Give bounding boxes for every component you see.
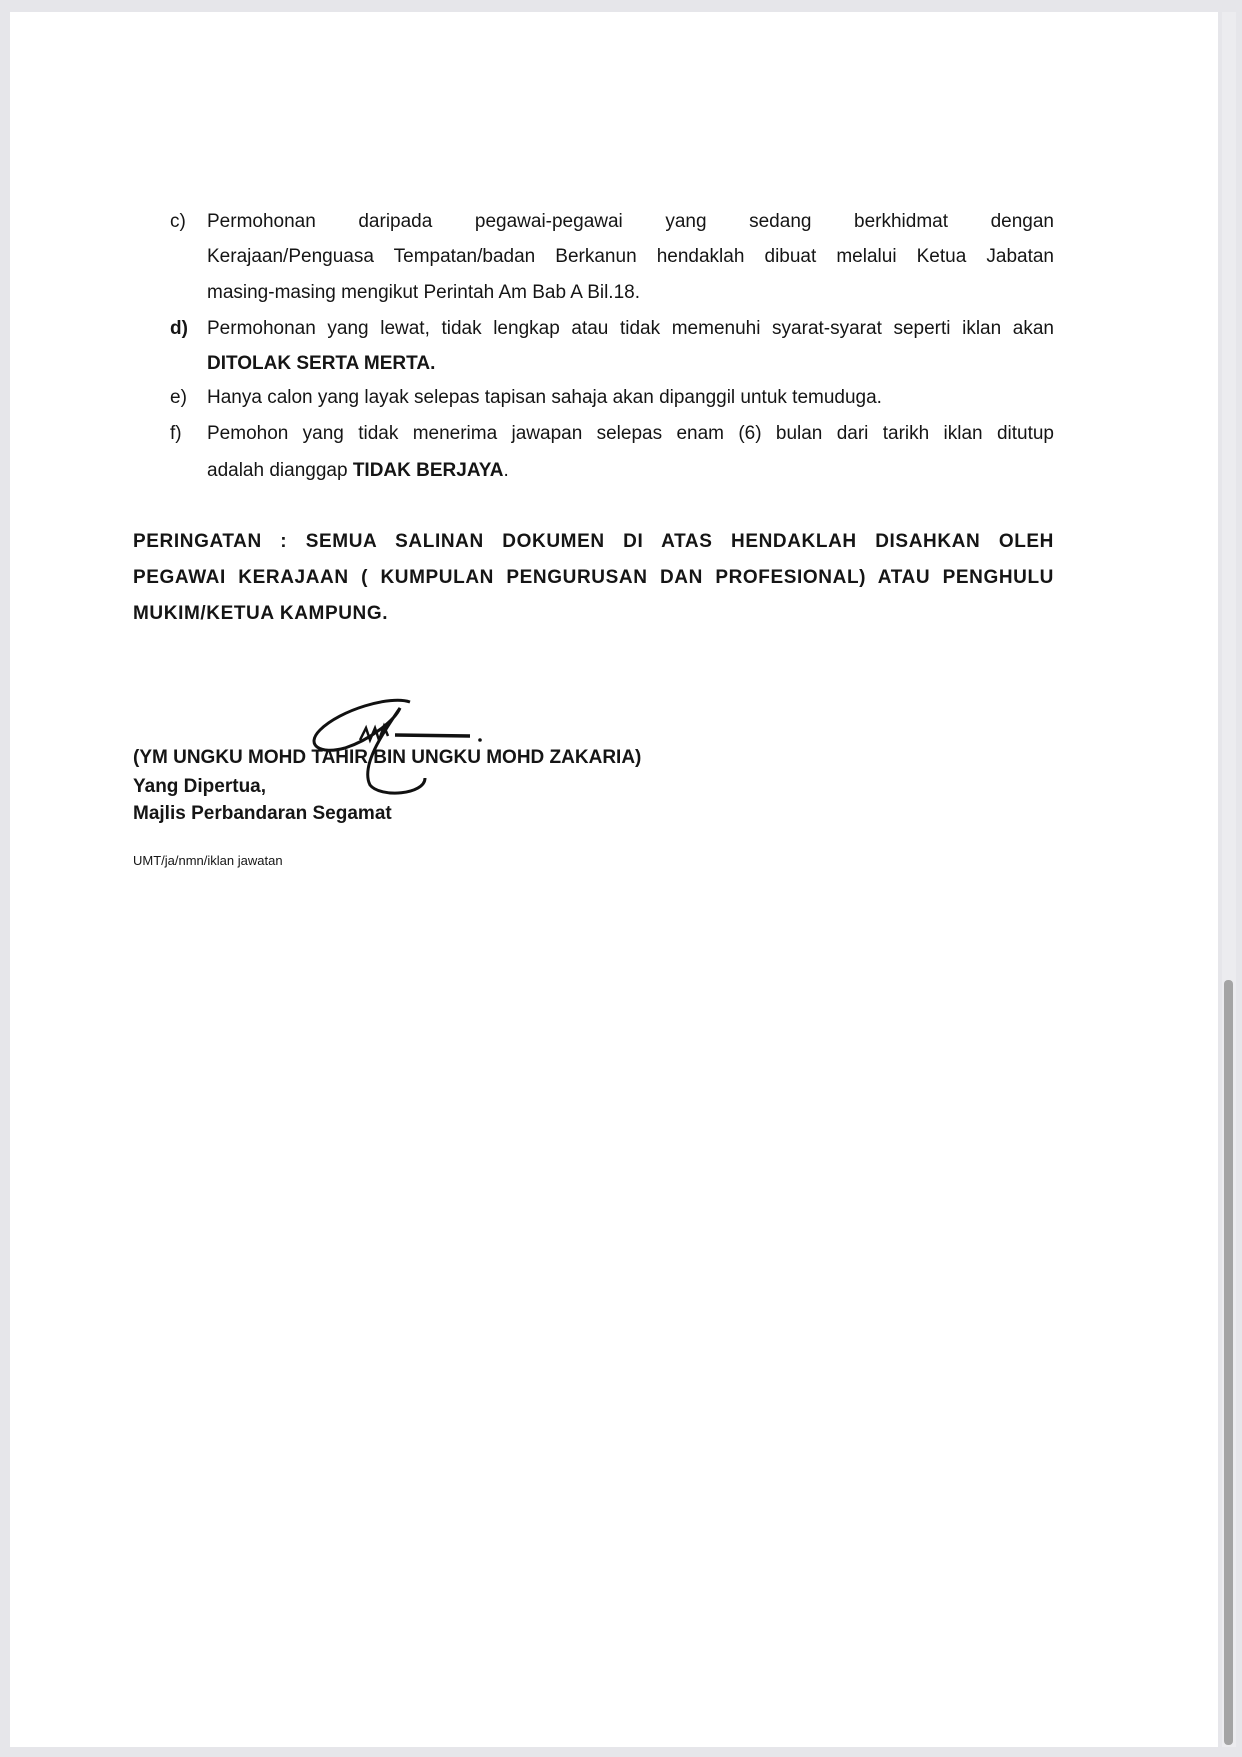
item-c-line1: Permohonan daripada pegawai-pegawai yang sedang berkhidmat dengan xyxy=(207,211,1054,232)
item-f-line2 xyxy=(207,453,1054,489)
item-f-bold: TIDAK BERJAYA xyxy=(352,460,504,481)
warning-line1: PERINGATAN : SEMUA SALINAN DOKUMEN DI ATAS HENDAKLAH DISAHKAN OLEH xyxy=(133,531,1054,552)
item-f-period: . xyxy=(503,460,509,481)
signatory-name: (YM UNGKU MOHD TAHIR BIN UNGKU MOHD ZAKARIA) xyxy=(133,747,642,768)
signatory-title: Yang Dipertua, xyxy=(133,776,267,797)
item-d-line2: DITOLAK SERTA MERTA. xyxy=(207,353,436,374)
item-f-text: adalah dianggap xyxy=(207,460,348,481)
reference-code: UMT/ja/nmn/iklan jawatan xyxy=(133,853,283,868)
signatory-organization: Majlis Perbandaran Segamat xyxy=(133,803,392,824)
item-f-line1: Pemohon yang tidak menerima jawapan selepas enam (6) bulan dari tarikh iklan ditutup xyxy=(207,423,1054,444)
item-e-line1: Hanya calon yang layak selepas tapisan sahaja akan dipanggil untuk temuduga. xyxy=(207,387,882,408)
scrollbar-thumb[interactable] xyxy=(1224,980,1233,1745)
warning-line3: MUKIM/KETUA KAMPUNG. xyxy=(133,603,389,624)
warning-line2: PEGAWAI KERAJAAN ( KUMPULAN PENGURUSAN DAN PROFESIONAL) ATAU PENGHULU xyxy=(133,567,1054,588)
item-e-label: e) xyxy=(170,387,187,408)
item-c-line2: Kerajaan/Penguasa Tempatan/badan Berkanun hendaklah dibuat melalui Ketua Jabatan xyxy=(207,246,1054,267)
item-d-line1: Permohonan yang lewat, tidak lengkap atau tidak memenuhi syarat-syarat seperti iklan akan xyxy=(207,318,1054,339)
item-f-label: f) xyxy=(170,423,182,444)
item-c-label: c) xyxy=(170,211,186,232)
item-c-line3: masing-masing mengikut Perintah Am Bab A Bil.18. xyxy=(207,282,641,303)
item-d-label: d) xyxy=(170,318,188,339)
